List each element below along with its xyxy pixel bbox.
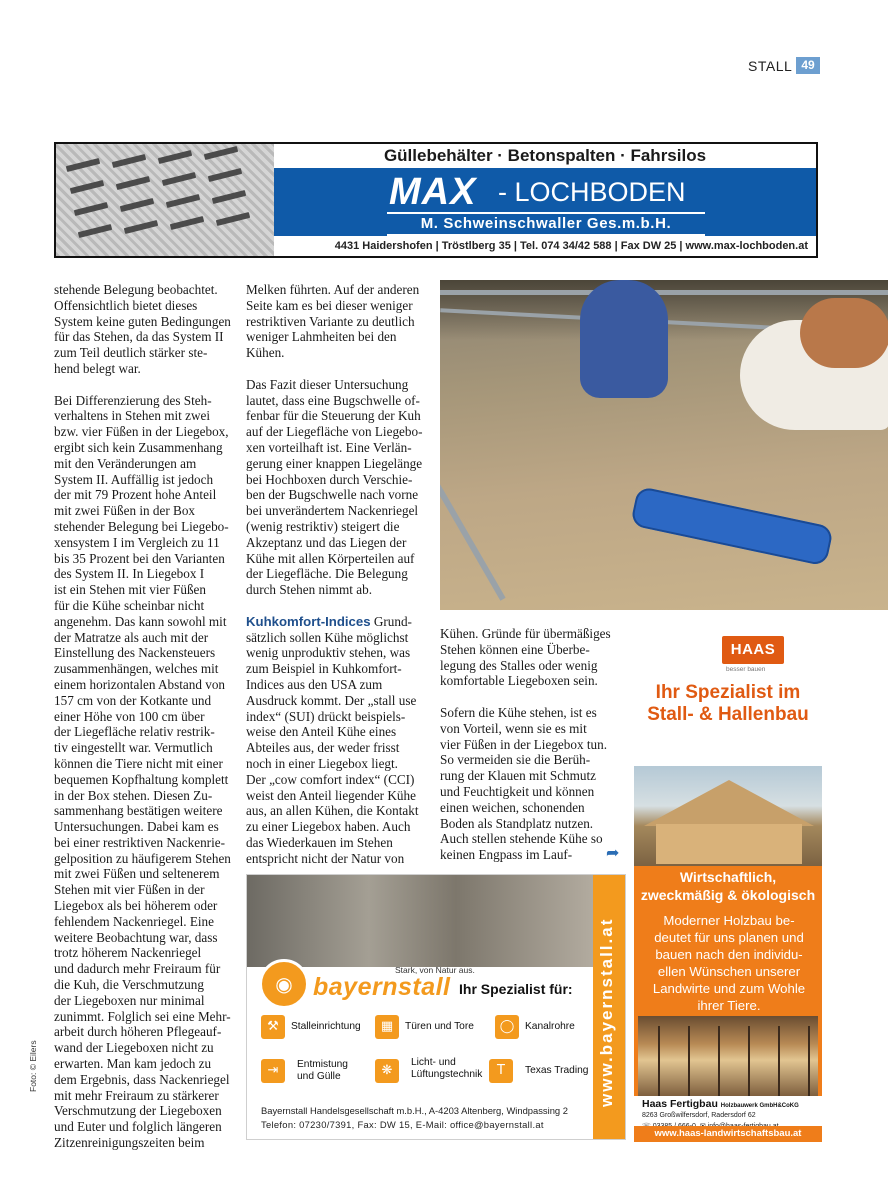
slatted-floor-image — [56, 144, 274, 256]
gate-icon: ▦ — [375, 1015, 399, 1039]
farmer-figure — [580, 280, 668, 398]
ad-bayernstall-contact: Telefon: 07230/7391, Fax: DW 15, E-Mail: office@bayernstall.at — [261, 1119, 544, 1130]
ad-bayernstall[interactable] — [246, 874, 626, 1140]
ad-max-lochboden[interactable] — [54, 142, 818, 258]
ad-max-company: M. Schweinschwaller Ges.m.b.H. — [387, 212, 705, 236]
section-label: STALL — [748, 58, 793, 74]
service-item: Texas Trading — [525, 1065, 589, 1076]
bull-logo-icon: ◉ — [259, 959, 309, 1009]
ad-haas-fertigbau[interactable] — [634, 626, 822, 1142]
paragraph: stehende Belegung beobachtet. Offensichtlich bietet dieses System keine guten Bedingungen für das Stehen, da das System II zum Teil deutlich stärker ste- hend belegt war. — [54, 282, 231, 376]
continue-arrow-icon: ➦ — [606, 843, 620, 862]
ad-haas-website[interactable]: www.haas-landwirtschaftsbau.at — [634, 1126, 822, 1142]
ad-max-brand: MAX — [389, 171, 477, 213]
service-item: Licht- und Lüftungstechnik — [411, 1057, 483, 1080]
haas-logo-sub: besser bauen — [726, 666, 766, 673]
ad-bayernstall-website-band — [593, 875, 625, 1140]
article-column-2 — [246, 282, 436, 882]
ad-bayernstall-name: bayernstall — [313, 973, 451, 1001]
article-column-3 — [440, 626, 626, 879]
ad-haas-address: 8263 Großwilfersdorf, Radersdorf 62 — [642, 1112, 756, 1119]
service-item: Entmistung und Gülle — [297, 1059, 348, 1082]
texas-trading-icon: T — [489, 1059, 513, 1083]
ad-max-brand-suffix: - LOCHBODEN — [498, 177, 686, 207]
ad-bayernstall-slogan: Stark, von Natur aus. — [395, 965, 475, 975]
ad-max-brand-band — [274, 168, 816, 236]
service-item: Stalleinrichtung — [291, 1021, 361, 1032]
barn-photo — [440, 280, 888, 610]
ad-haas-subheadline: Wirtschaftlich, zweckmäßig & ökologisch — [640, 869, 816, 903]
barn-interior-image — [638, 1016, 818, 1096]
ad-haas-body: Moderner Holzbau be- deutet für uns planen und bauen nach den individu- ellen Wünschen unserer Landwirte und zum Wohle ihrer Tiere. — [652, 913, 806, 1013]
paragraph: Melken führten. Auf der anderen Seite kam es bei dieser weniger restriktiven Variante zu deutlich weniger Lahmheiten bei den Kühen. — [246, 282, 420, 361]
subheading-kuhkomfort: Kuhkomfort-Indices — [246, 613, 371, 629]
ad-max-address: 4431 Haidershofen | Tröstlberg 35 | Tel. 074 34/42 588 | Fax DW 25 | www.max-lochboden.at — [334, 240, 808, 252]
ad-bayernstall-address: Bayernstall Handelsgesellschaft m.b.H., A-4203 Altenberg, Windpassing 2 — [261, 1105, 568, 1116]
ad-haas-headline: Ihr Spezialist im Stall- & Hallenbau — [647, 682, 809, 725]
ventilation-icon: ❋ — [375, 1059, 399, 1083]
paragraph: Sofern die Kühe stehen, ist es von Vorteil, wenn sie es mit vier Füßen in der Liegebox tun. So vermeiden sie die Berüh- rung der Klauen mit Schmutz und Feuchtigkeit und können einen weichen, schonenden Boden als Standplatz nutzen. Auch stellen stehende Kühe so keinen Engpass im Lauf- — [440, 704, 608, 863]
hall-building-image — [634, 766, 822, 866]
ad-bayernstall-website[interactable]: www.bayernstall.at — [597, 917, 616, 1107]
haas-logo: HAAS — [722, 636, 784, 664]
ad-haas-company-suffix: Holzbauwerk GmbH&CoKG — [720, 1103, 799, 1109]
service-item: Türen und Tore — [405, 1021, 474, 1032]
paragraph: Bei Differenzierung des Steh- verhaltens in Stehen mit zwei bzw. vier Füßen in der Liegebox, ergibt sich kein Zusammenhang mit den Veränderungen am System II. Auffällig ist jedoch der mit 79 Prozent hohe Anteil mit zwei Füßen in der Box stehender Belegung bei Liegebo- xensystem I im Vergleich zu 11 bis 35 Prozent bei den Varianten des System II. In Liegebox I ist ein Stehen mit vier Füßen für die Kühe scheinbar nicht angenehm. Das kann sowohl mit der Matratze als auch mit der Einstellung des Nackensteuers zusammenhängen, welches mit einem horizontalen Abstand von 157 cm von der Kotkante und einer Höhe von 100 cm über der Liegefläche relativ restrik- tiv eingestellt war. Vermutlich können die Tiere nicht mit einer bequemen Kopfhaltung komplett in der Box stehen. Diesen Zu- sammenhang bestätigen weitere Untersuchungen. Dabei kam es bei einer restriktiven Nackenrie- gelposition zu häufigerem Stehen mit zwei Füßen und seltenerem Stehen mit vier Füßen in der Liegebox als bei höherem oder fehlendem Nackenriegel. Eine weitere Beobachtung war, dass trotz höherem Nackenriegel und dadurch mehr Freiraum für die Kuh, die Verschmutzung der Liegeboxen nur minimal zunimmt. Folglich sei eine Mehr- arbeit durch höheren Pflegeauf- wand der Liegeboxen nicht zu erwarten. Man kam jedoch zu dem Ergebnis, dass Nackenriegel mit mehr Freiraum zu stärkerer Verschmutzung der Liegeboxen und Euter und folglich längeren Zitzenreinigungszeiten beim — [54, 392, 231, 1151]
paragraph: Kühen. Gründe für übermäßiges Stehen können eine Überbe- legung des Stalles oder wenig komfortable Liegeboxen sein. — [440, 626, 611, 689]
paragraph-kuhkomfort — [246, 614, 436, 867]
ad-bayernstall-specialist: Ihr Spezialist für: — [459, 981, 573, 997]
paragraph-text: Grund- sätzlich sollen Kühe möglichst wenig unproduktiv stehen, was zum Beispiel in Kuhkomfort- Indices aus den USA zum Ausdruck kommt. Der „stall use index“ (SUI) drückt beispiels- weise den Anteil Kühe eines Abteiles aus, der weder frisst noch in einer Liegebox liegt. Der „cow comfort index“ (CCI) weist den Anteil liegender Kühe aus, an allen Kühen, die Kontakt zu einer Liegebox haben. Auch das Wiederkauen im Stehen entspricht nicht der Natur von — [246, 613, 419, 866]
pipe-icon: ◯ — [495, 1015, 519, 1039]
stall-fittings-icon: ⚒ — [261, 1015, 285, 1039]
brisket-board — [630, 486, 834, 567]
paragraph: Das Fazit dieser Untersuchung lautet, dass eine Bugschwelle of- fenbar für die Steuerung der Kuh auf der Liegefläche von Liegebo- xen vorteilhaft ist. Eine Verlän- gerung einer knappen Liegelänge bei Hochboxen durch Verschie- ben der Bugschwelle nach vorne bei unverändertem Nackenriegel (wenig restriktiv) steigert die Akzeptanz und das Liegen der Kühe mit allen Körperteilen auf der Liegefläche. Die Belegung durch Stehen nimmt ab. — [246, 376, 423, 598]
page-number: 49 — [796, 57, 820, 74]
manure-scraper-icon: ⇥ — [261, 1059, 285, 1083]
ad-max-tagline: Güllebehälter · Betonspalten · Fahrsilos — [383, 146, 707, 165]
photo-credit: Foto: © Eilers — [28, 1040, 38, 1092]
service-item: Kanalrohre — [525, 1021, 575, 1032]
ad-haas-company: Haas Fertigbau — [642, 1098, 718, 1110]
article-column-1 — [54, 282, 238, 1167]
ad-bayernstall-cows-image — [247, 875, 595, 967]
